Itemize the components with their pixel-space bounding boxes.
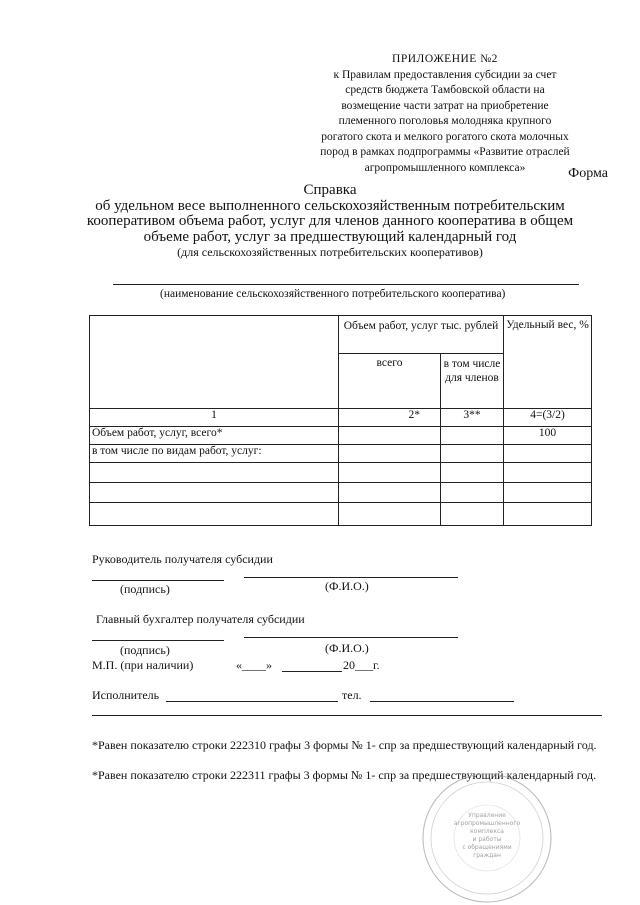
stamp-text: комплекса bbox=[470, 828, 504, 835]
row-members[interactable] bbox=[441, 445, 504, 463]
row-label: Объем работ, услуг, всего* bbox=[90, 427, 339, 445]
row-members[interactable] bbox=[441, 463, 504, 483]
row-share[interactable] bbox=[504, 503, 592, 526]
row-share[interactable] bbox=[504, 483, 592, 503]
appendix-heading: ПРИЛОЖЕНИЕ №2 bbox=[392, 53, 498, 65]
report-table bbox=[89, 315, 592, 526]
stamp-text: и работы bbox=[472, 836, 502, 843]
row-members[interactable] bbox=[441, 503, 504, 526]
header-volume: Объем работ, услуг тыс. рублей bbox=[339, 316, 504, 354]
accountant-sign-caption: (подпись) bbox=[120, 643, 170, 657]
head-sign-caption: (подпись) bbox=[120, 582, 170, 596]
appendix-line: рогатого скота и мелкого рогатого скота молочных bbox=[321, 130, 569, 143]
stamp-text: с обращениями bbox=[462, 844, 512, 851]
appendix-block bbox=[285, 52, 605, 176]
stamp-text: агропромышленного bbox=[453, 820, 521, 827]
row-total[interactable] bbox=[339, 503, 441, 526]
stamp-text: Управление bbox=[468, 812, 506, 819]
coop-name-caption: (наименование сельскохозяйственного потребительского кооператива) bbox=[160, 288, 506, 300]
row-total[interactable] bbox=[339, 463, 441, 483]
date-day[interactable]: «____» bbox=[236, 658, 272, 672]
col-number: 1 bbox=[90, 409, 339, 427]
row-label: в том числе по видам работ, услуг: bbox=[90, 445, 339, 463]
accountant-name-line[interactable] bbox=[244, 637, 458, 638]
accountant-label: Главный бухгалтер получателя субсидии bbox=[96, 612, 305, 626]
footnote-1: *Равен показателю строки 222310 графы 3 формы № 1- спр за предшествующий календарный год. bbox=[92, 738, 597, 752]
title-line: объеме работ, услуг за предшествующий календарный год bbox=[143, 228, 517, 245]
appendix-line: возмещение части затрат на приобретение bbox=[341, 99, 549, 112]
appendix-line: агропромышленного комплекса» bbox=[364, 161, 526, 174]
date-year[interactable]: 20___г. bbox=[343, 658, 380, 672]
title-line: об удельном весе выполненного сельскохозяйственным потребительским bbox=[95, 197, 565, 214]
footnote-2: *Равен показателю строки 222311 графы 3 формы № 1- спр за предшествующий календарный год. bbox=[92, 768, 597, 782]
row-members[interactable] bbox=[441, 427, 504, 445]
accountant-name-caption: (Ф.И.О.) bbox=[325, 641, 369, 655]
row-label[interactable] bbox=[90, 483, 339, 503]
appendix-line: средств бюджета Тамбовской области на bbox=[345, 84, 545, 96]
executor-label: Исполнитель bbox=[92, 688, 160, 702]
footnote-divider bbox=[92, 715, 602, 716]
title-line: кооперативом объема работ, услуг для членов данного кооператива в общем bbox=[86, 213, 574, 229]
appendix-line: к Правилам предоставления субсидии за счет bbox=[333, 68, 557, 81]
head-name-line[interactable] bbox=[244, 577, 458, 578]
phone-line[interactable] bbox=[370, 701, 514, 702]
phone-label: тел. bbox=[342, 688, 362, 702]
row-share[interactable] bbox=[504, 463, 592, 483]
accountant-signature-line[interactable] bbox=[92, 640, 224, 641]
row-total[interactable] bbox=[339, 427, 441, 445]
form-label: Форма bbox=[568, 166, 608, 181]
row-share[interactable]: 100 bbox=[504, 427, 592, 445]
appendix-line: пород в рамках подпрограммы «Развитие отраслей bbox=[320, 146, 570, 158]
header-empty-cell bbox=[90, 316, 339, 409]
col-number: 3** bbox=[441, 409, 504, 427]
stamp-text: граждан bbox=[473, 852, 501, 859]
row-total[interactable] bbox=[339, 483, 441, 503]
row-total[interactable] bbox=[339, 445, 441, 463]
date-month-line[interactable] bbox=[282, 671, 342, 672]
document-title bbox=[60, 183, 600, 260]
header-members: в том числе для членов bbox=[441, 354, 504, 409]
row-label[interactable] bbox=[90, 463, 339, 483]
executor-name-line[interactable] bbox=[166, 701, 338, 702]
seal-label: М.П. (при наличии) bbox=[92, 658, 194, 672]
head-name-caption: (Ф.И.О.) bbox=[325, 579, 369, 593]
head-signature-line[interactable] bbox=[92, 580, 224, 581]
head-label: Руководитель получателя субсидии bbox=[92, 552, 273, 566]
row-share[interactable] bbox=[504, 445, 592, 463]
col-number: 4=(3/2) bbox=[504, 409, 592, 427]
col-number: 2* bbox=[339, 409, 441, 427]
appendix-line: племенного поголовья молодняка крупного bbox=[338, 115, 552, 127]
header-total: всего bbox=[339, 354, 441, 409]
row-label[interactable] bbox=[90, 503, 339, 526]
header-share: Удельный вес, % bbox=[504, 316, 592, 409]
row-members[interactable] bbox=[441, 483, 504, 503]
official-stamp bbox=[418, 770, 556, 905]
coop-name-line[interactable] bbox=[113, 284, 579, 285]
title-line: Справка bbox=[303, 182, 357, 198]
title-subtitle: (для сельскохозяйственных потребительских кооперативов) bbox=[177, 245, 483, 259]
